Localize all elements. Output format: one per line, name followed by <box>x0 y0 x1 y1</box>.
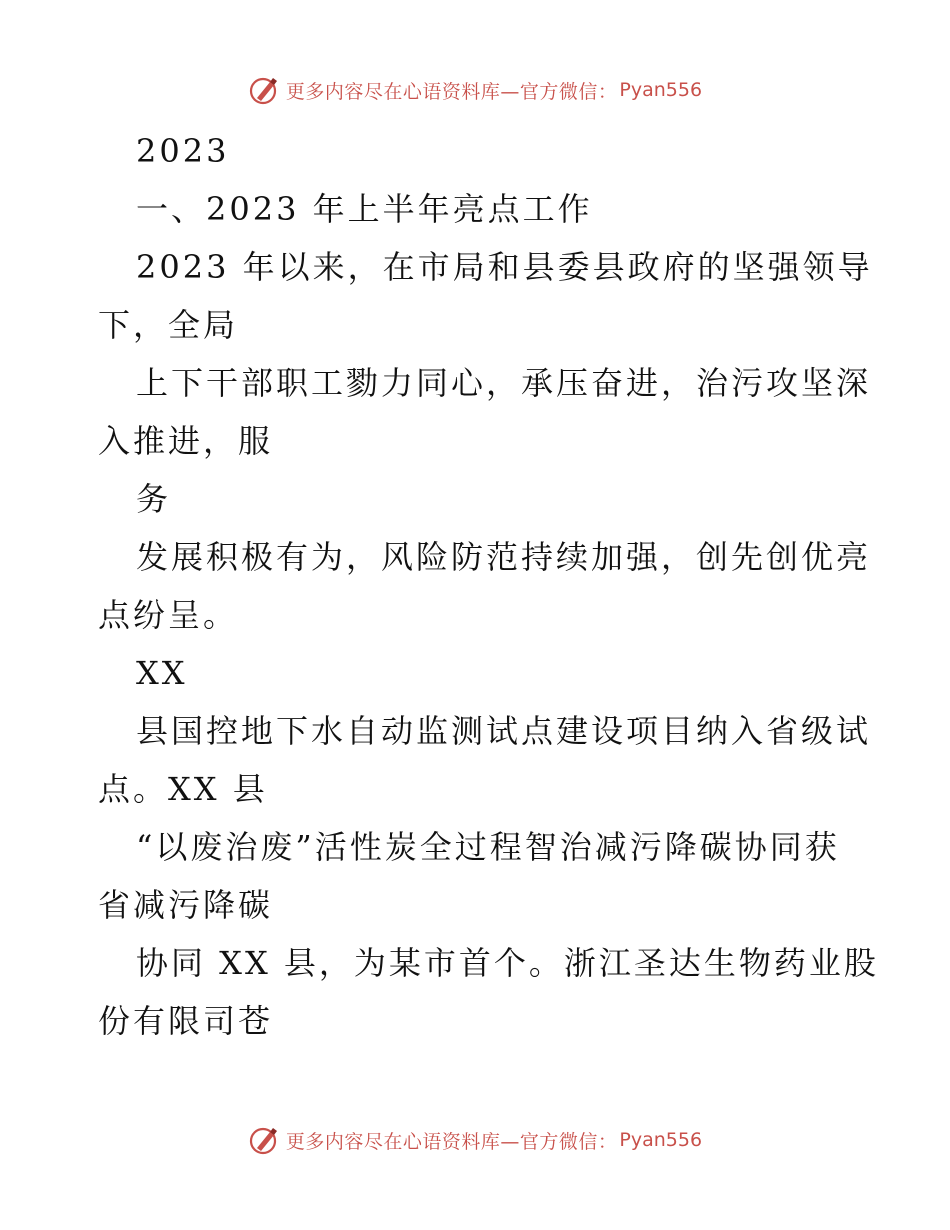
text-line: 入推进，服 <box>98 422 274 460</box>
text-line: 发展积极有为，风险防范持续加强，创先创优亮 <box>136 538 872 576</box>
pen-logo-icon <box>248 74 280 106</box>
watermark-wechat-id: Pyan556 <box>619 1129 703 1151</box>
text-line: 2023 <box>136 132 230 170</box>
text-line: 点纷呈。 <box>98 596 239 634</box>
text-line: XX <box>136 654 188 692</box>
text-line: 县国控地下水自动监测试点建设项目纳入省级试 <box>136 712 872 750</box>
section-heading: 一、2023 年上半年亮点工作 <box>136 190 593 228</box>
footer-watermark <box>0 1120 950 1160</box>
text-line: 务 <box>136 480 172 518</box>
document-body <box>98 122 879 1050</box>
text-line: 协同 XX 县，为某市首个。浙江圣达生物药业股 <box>136 944 879 982</box>
text-line: 省减污降碳 <box>98 886 274 924</box>
text-line: 下，全局 <box>98 306 239 344</box>
watermark-wechat-id: Pyan556 <box>619 79 703 101</box>
text-line: 点。XX 县 <box>98 770 268 808</box>
header-watermark <box>0 70 950 110</box>
text-line: 份有限司苍 <box>98 1002 274 1040</box>
text-line: 2023 年以来，在市局和县委县政府的坚强领导 <box>136 248 873 286</box>
watermark-text: 更多内容尽在心语资料库—官方微信： <box>285 80 618 103</box>
text-line: 上下干部职工勠力同心，承压奋进，治污攻坚深 <box>136 364 872 402</box>
watermark-text: 更多内容尽在心语资料库—官方微信： <box>285 1130 618 1153</box>
text-line: “以废治废”活性炭全过程智治减污降碳协同获 <box>136 828 840 866</box>
pen-logo-icon <box>248 1124 280 1156</box>
